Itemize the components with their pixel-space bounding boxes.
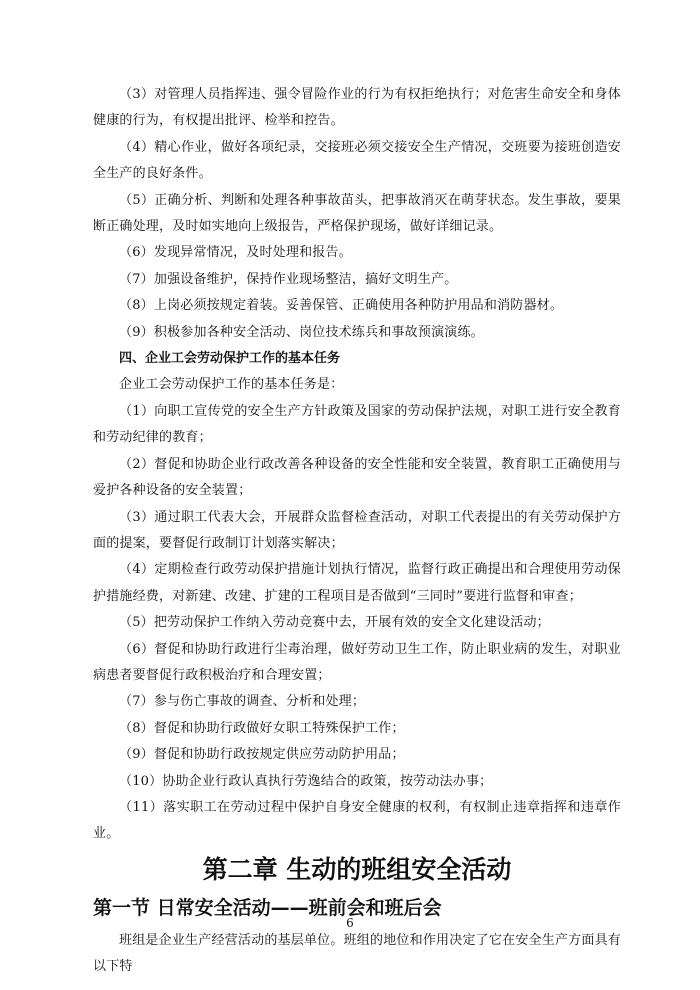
- list-item-6: （6）发现异常情况，及时处理和报告。: [119, 245, 352, 261]
- task-item-10: （10）协助企业行政认真执行劳逸结合的政策，按劳动法办事；: [119, 773, 493, 789]
- chapter-title: 第二章 生动的班组安全活动: [202, 854, 512, 884]
- task-item-2: （2）督促和协助企业行政改善各种设备的安全性能和安全装置，教育职工正确使用与爱护各种设备的安全装置；: [93, 456, 621, 499]
- task-item-8: （8）督促和协助行政做好女职工特殊保护工作；: [119, 720, 405, 736]
- task-item-11: （11）落实职工在劳动过程中保护自身安全健康的权利，有权制止违章指挥和违章作业。: [93, 799, 621, 842]
- section-title: 第一节 日常安全活动——班前会和班后会: [93, 896, 442, 919]
- task-item-4: （4）定期检查行政劳动保护措施计划执行情况，监督行政正确提出和合理使用劳动保护措施经费，对新建、改建、扩建的工程项目是否做到“三同时”要进行监督和审查；: [93, 562, 621, 604]
- list-item-5: （5）正确分析、判断和处理各种事故苗头，把事故消灭在萌芽状态。发生事故，要果断正确处理，及时如实地向上级报告，严格保护现场，做好详细记录。: [93, 192, 621, 235]
- page-number: 6: [346, 916, 354, 930]
- list-item-4: （4）精心作业，做好各项纪录，交接班必须交接安全生产情况，交班要为接班创造安全生产的良好条件。: [93, 139, 621, 182]
- list-item-3: （3）对管理人员指挥违、强令冒险作业的行为有权拒绝执行；对危害生命安全和身体健康的行为，有权提出批评、检举和控告。: [93, 87, 621, 129]
- section-intro: 企业工会劳动保护工作的基本任务是：: [119, 377, 344, 393]
- list-item-8: （8）上岗必须按规定着装。妥善保管、正确使用各种防护用品和消防器材。: [119, 298, 564, 314]
- task-item-6: （6）督促和协助行政进行尘毒治理，做好劳动卫生工作，防止职业病的发生，对职业病患者要督促行政积极治疗和合理安置；: [93, 641, 621, 683]
- body-paragraph: 班组是企业生产经营活动的基层单位。班组的地位和作用决定了它在安全生产方面具有以下特: [93, 932, 621, 975]
- list-item-9: （9）积极参加各种安全活动、岗位技术练兵和事故预演演练。: [119, 324, 484, 340]
- task-item-9: （9）督促和协助行政按规定供应劳动防护用品；: [119, 747, 405, 763]
- task-item-3: （3）通过职工代表大会，开展群众监督检查活动，对职工代表提出的有关劳动保护方面的提案，要督促行政制订计划落实解决；: [93, 509, 621, 551]
- task-item-5: （5）把劳动保护工作纳入劳动竞赛中去，开展有效的安全文化建设活动；: [119, 615, 550, 631]
- task-item-1: （1）向职工宣传党的安全生产方针政策及国家的劳动保护法规，对职工进行安全教育和劳动纪律的教育；: [93, 403, 621, 446]
- list-item-7: （7）加强设备维护，保持作业现场整洁，搞好文明生产。: [119, 271, 458, 287]
- task-item-7: （7）参与伤亡事故的调查、分析和处理；: [119, 694, 366, 710]
- page-content: [93, 82, 621, 981]
- section-heading-4: 四、企业工会劳动保护工作的基本任务: [119, 351, 341, 367]
